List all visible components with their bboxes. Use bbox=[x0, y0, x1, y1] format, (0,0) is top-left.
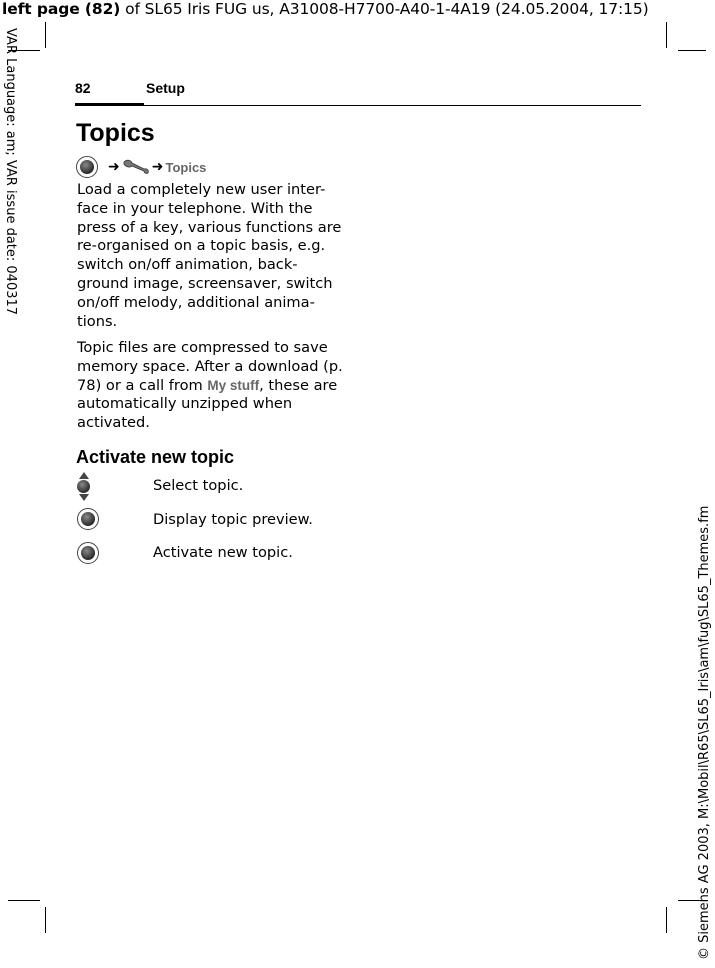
note-text-a: Topic files are compressed to save memory space. After a download (p. 78) or a call from bbox=[77, 339, 343, 394]
wrench-icon bbox=[122, 159, 150, 175]
topics-description: Load a completely new user inter-face in your telephone. With the press of a key, various functions are re-organised on a topic basis, e.g. switch on/off animation, back-ground image, screensaver, switch on/off melody, additional anima-tions. bbox=[77, 181, 342, 330]
my-stuff-keyword: My stuff bbox=[207, 377, 260, 393]
arrow-right-icon: ➜ bbox=[108, 159, 120, 175]
path-topics-label: Topics bbox=[165, 159, 207, 175]
copyright-note: © Siemens AG 2003, M:\Mobil\R65\SL65_Iris\am\fug\SL65_Themes.fm bbox=[697, 505, 712, 960]
step-display-preview: Display topic preview. bbox=[153, 511, 313, 528]
navigation-key-icon bbox=[76, 156, 98, 178]
crop-mark bbox=[678, 50, 706, 51]
var-language-note: VAR Language: am; VAR issue date: 040317 bbox=[3, 28, 18, 316]
header-rule-accent bbox=[75, 103, 144, 106]
print-header-rest: of SL65 Iris FUG us, A31008-H7700-A40-1-4A19 (24.05.2004, 17:15) bbox=[120, 0, 649, 18]
page-number: 82 bbox=[75, 80, 91, 96]
topics-compression-note bbox=[77, 339, 345, 433]
arrow-right-icon: ➜ bbox=[151, 159, 164, 175]
side-note-left bbox=[0, 28, 20, 338]
print-header-bold: left page (82) bbox=[2, 0, 121, 18]
crop-mark bbox=[8, 900, 40, 901]
crop-mark bbox=[666, 22, 667, 48]
note-text-b: , these are automatically unzipped when activated. bbox=[77, 376, 338, 432]
step-select-topic: Select topic. bbox=[153, 477, 244, 494]
step-activate-topic: Activate new topic. bbox=[153, 544, 293, 561]
page-title: Topics bbox=[76, 119, 155, 147]
section-title: Setup bbox=[146, 80, 185, 96]
header-rule bbox=[75, 105, 641, 106]
navigation-updown-icon bbox=[77, 472, 91, 502]
crop-mark bbox=[666, 907, 667, 933]
navigation-key-icon bbox=[77, 542, 99, 564]
menu-path bbox=[76, 155, 206, 179]
crop-mark bbox=[45, 907, 46, 933]
crop-mark bbox=[45, 22, 46, 48]
navigation-key-icon bbox=[77, 508, 99, 530]
print-header bbox=[2, 0, 649, 18]
activate-heading: Activate new topic bbox=[76, 447, 235, 467]
side-note-right bbox=[695, 505, 715, 960]
